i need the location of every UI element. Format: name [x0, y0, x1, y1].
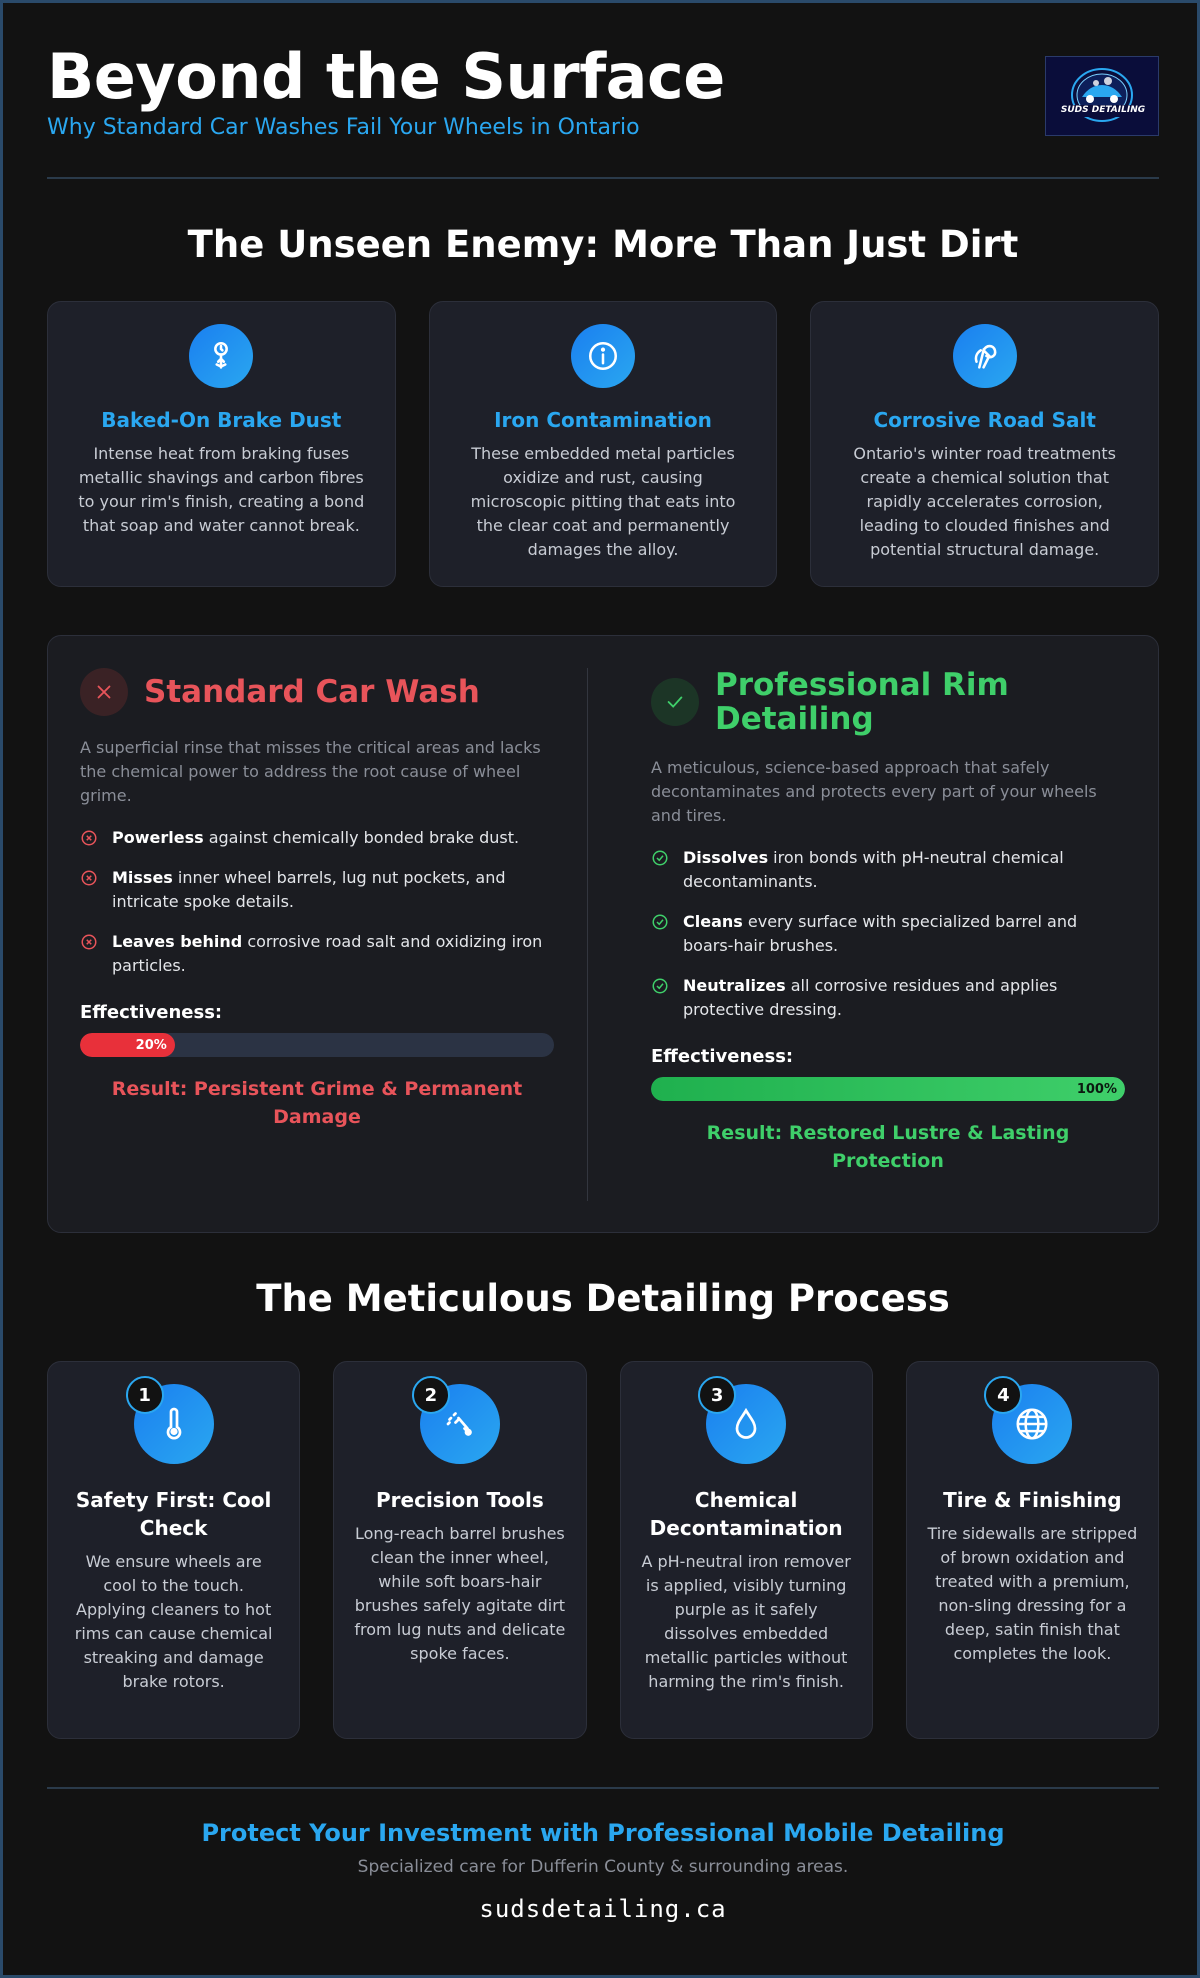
pro-effectiveness-label: Effectiveness: [651, 1046, 794, 1067]
list-item-text: inner wheel barrels, lug nut pockets, and intricate spoke details. [112, 868, 506, 911]
comparison-divider [587, 668, 588, 1201]
thermometer-icon [134, 1384, 214, 1464]
website-link[interactable]: sudsdetailing.ca [479, 1895, 727, 1923]
list-item-text: corrosive road salt and oxidizing iron particles. [112, 932, 543, 975]
footer [47, 1787, 1159, 1947]
logo-badge-icon [1052, 61, 1152, 131]
check-circle-icon [651, 846, 671, 870]
process-step-1 [47, 1361, 300, 1739]
enemy-heading: The Unseen Enemy: More Than Just Dirt [187, 223, 1019, 266]
enemy-text: Intense heat from braking fuses metallic shavings and carbon fibres to your rim's finish, creating a bond that soap and water cannot break. [78, 444, 365, 535]
enemy-text: These embedded metal particles oxidize and rust, causing microscopic pitting that eats into the clear coat and permanently damages the alloy. [470, 444, 736, 559]
enemy-card-iron [429, 301, 778, 587]
standard-effectiveness-fill [80, 1033, 175, 1057]
enemy-title: Corrosive Road Salt [873, 408, 1096, 432]
x-circle-icon [80, 866, 100, 890]
list-item-bold: Misses [112, 868, 173, 887]
page-subtitle: Why Standard Car Washes Fail Your Wheels in Ontario [47, 115, 640, 140]
standard-result: Result: Persistent Grime & Permanent Damage [111, 1078, 523, 1128]
logo-text: SUDS DETAILING [1060, 105, 1146, 115]
info-icon [571, 324, 635, 388]
list-item [651, 974, 1125, 1022]
page-title: Beyond the Surface [47, 40, 725, 113]
list-item-bold: Cleans [683, 912, 743, 931]
pro-title: Professional Rim Detailing [715, 667, 1009, 737]
pro-effectiveness-bar [651, 1077, 1125, 1101]
enemy-card-salt [810, 301, 1159, 587]
enemy-cards [47, 301, 1159, 587]
step-number: 2 [412, 1376, 450, 1414]
header [47, 40, 1159, 179]
process-heading: The Meticulous Detailing Process [256, 1277, 950, 1320]
enemy-title: Iron Contamination [494, 408, 712, 432]
list-item-text: every surface with specialized barrel and boars-hair brushes. [683, 912, 1078, 955]
brake-dust-icon [189, 324, 253, 388]
standard-title: Standard Car Wash [144, 674, 480, 710]
step-text: Tire sidewalls are stripped of brown oxidation and treated with a premium, non-sling dressing for a deep, satin finish that completes the look. [927, 1524, 1138, 1663]
standard-desc: A superficial rinse that misses the critical areas and lacks the chemical power to address the root cause of wheel grime. [80, 738, 541, 805]
x-circle-icon [80, 826, 100, 850]
check-circle-icon [651, 974, 671, 998]
list-item [80, 866, 554, 914]
standard-wash-column [80, 668, 554, 1131]
droplet-icon [706, 1384, 786, 1464]
x-circle-icon [80, 930, 100, 954]
list-item [80, 826, 554, 850]
enemy-card-brake-dust [47, 301, 396, 587]
standard-effectiveness-label: Effectiveness: [80, 1002, 223, 1023]
list-item-bold: Neutralizes [683, 976, 786, 995]
step-text: We ensure wheels are cool to the touch. Applying cleaners to hot rims can cause chemical streaking and damage brake rotors. [74, 1552, 273, 1691]
process-step-3 [620, 1361, 873, 1739]
logo [1045, 56, 1159, 136]
pro-effectiveness-fill [651, 1077, 1125, 1101]
step-text: A pH-neutral iron remover is applied, visibly turning purple as it safely dissolves embedded metallic particles without harming the rim's finish. [641, 1552, 851, 1691]
pro-result: Result: Restored Lustre & Lasting Protection [706, 1122, 1070, 1172]
list-item-bold: Leaves behind [112, 932, 243, 951]
step-number: 4 [984, 1376, 1022, 1414]
list-item [651, 910, 1125, 958]
enemy-text: Ontario's winter road treatments create a chemical solution that rapidly accelerates corrosion, leading to clouded finishes and potential structural damage. [853, 444, 1116, 559]
step-title: Safety First: Cool Check [75, 1488, 272, 1540]
step-title: Chemical Decontamination [649, 1488, 843, 1540]
step-title: Precision Tools [376, 1488, 544, 1512]
footer-subtitle: Specialized care for Dufferin County & surrounding areas. [357, 1857, 849, 1877]
comparison-panel [47, 635, 1159, 1233]
pro-detailing-column [651, 668, 1125, 1175]
check-circle-icon [651, 910, 671, 934]
pro-desc: A meticulous, science-based approach that safely decontaminates and protects every part of your wheels and tires. [651, 758, 1097, 825]
salt-icon [953, 324, 1017, 388]
globe-icon [992, 1384, 1072, 1464]
step-text: Long-reach barrel brushes clean the inner wheel, while soft boars-hair brushes safely agitate dirt from lug nuts and delicate spoke faces. [354, 1524, 566, 1663]
list-item [651, 846, 1125, 894]
step-title: Tire & Finishing [943, 1488, 1122, 1512]
brush-tools-icon [420, 1384, 500, 1464]
standard-effectiveness-value: 20% [135, 1037, 167, 1053]
list-item-text: against chemically bonded brake dust. [203, 828, 520, 847]
list-item-text: iron bonds with pH-neutral chemical decontaminants. [683, 848, 1064, 891]
list-item [80, 930, 554, 978]
process-step-2 [333, 1361, 586, 1739]
footer-title: Protect Your Investment with Professional Mobile Detailing [201, 1819, 1005, 1847]
standard-effectiveness-bar [80, 1033, 554, 1057]
pro-effectiveness-value: 100% [1076, 1081, 1117, 1097]
standard-list [80, 826, 554, 978]
list-item-text: all corrosive residues and applies protective dressing. [683, 976, 1058, 1019]
step-number: 1 [126, 1376, 164, 1414]
close-x-icon [80, 668, 128, 716]
enemy-title: Baked-On Brake Dust [101, 408, 342, 432]
pro-list [651, 846, 1125, 1022]
process-steps [47, 1361, 1159, 1739]
list-item-bold: Powerless [112, 828, 204, 847]
check-icon [651, 678, 699, 726]
step-number: 3 [698, 1376, 736, 1414]
list-item-bold: Dissolves [683, 848, 769, 867]
process-step-4 [906, 1361, 1159, 1739]
